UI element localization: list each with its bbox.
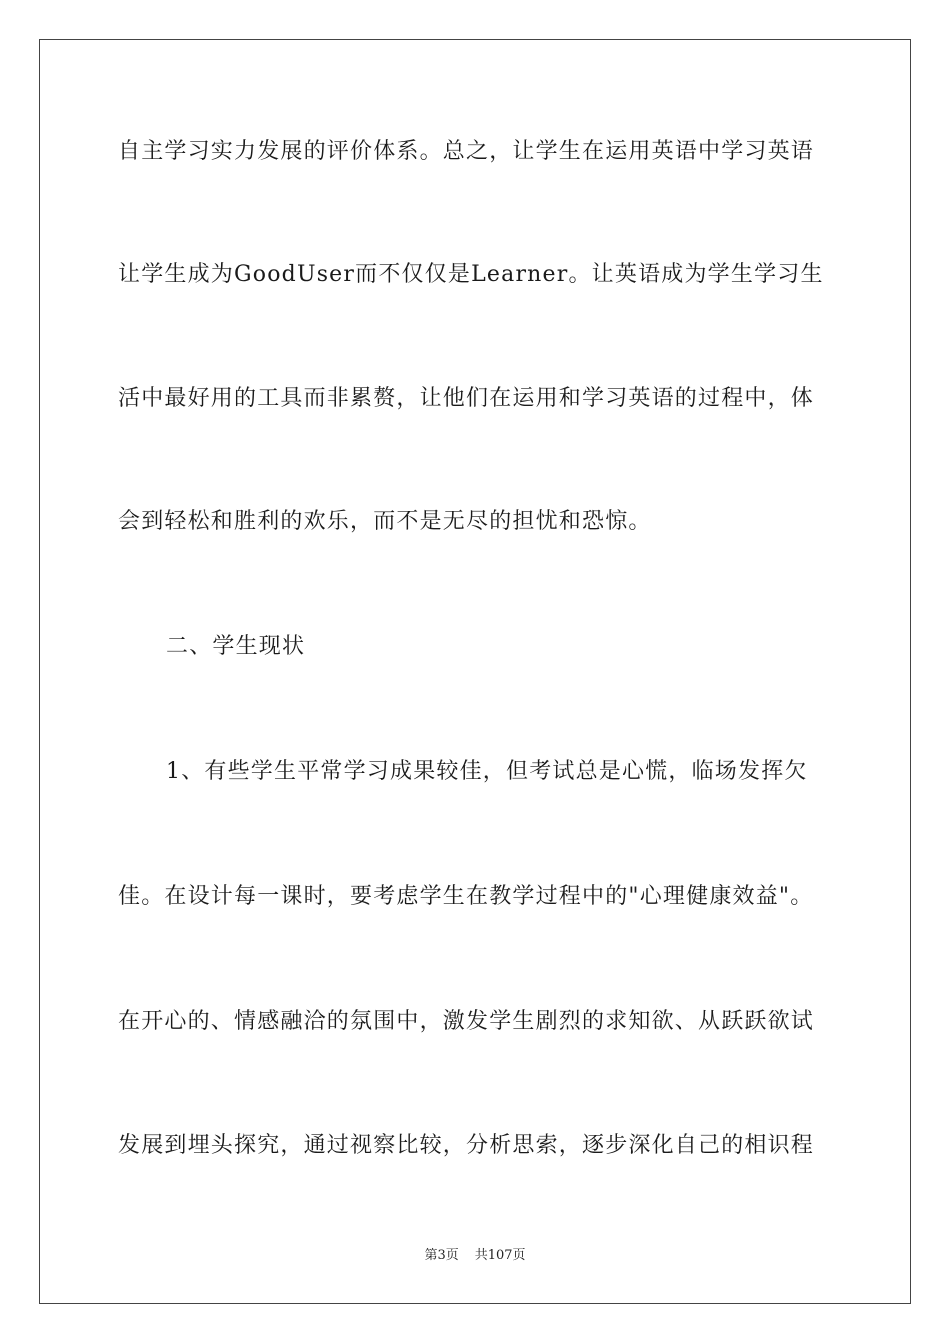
body-text-line: 会到轻松和胜利的欢乐，而不是无尽的担忧和恐惊。 (118, 509, 652, 534)
page-total: 共107页 (474, 1248, 526, 1263)
body-text-line: 1、有些学生平常学习成果较佳，但考试总是心慌，临场发挥欠 (166, 759, 808, 784)
page-border (39, 39, 911, 1304)
body-text-line: 在开心的、情感融洽的氛围中，激发学生剧烈的求知欲、从跃跃欲试 (118, 1009, 815, 1034)
body-text-line: 佳。在设计每一课时，要考虑学生在教学过程中的"心理健康效益"。 (118, 884, 814, 909)
page-number: 第3页 (424, 1248, 459, 1263)
body-text-line: 让学生成为GoodUser而不仅仅是Learner。让英语成为学生学习生 (118, 262, 824, 287)
body-text-line: 活中最好用的工具而非累赘，让他们在运用和学习英语的过程中，体 (118, 386, 815, 411)
page-footer (0, 1247, 950, 1265)
section-heading: 二、学生现状 (166, 634, 306, 659)
body-text-line: 发展到埋头探究，通过视察比较，分析思索，逐步深化自己的相识程 (118, 1133, 815, 1158)
body-text-line: 自主学习实力发展的评价体系。总之，让学生在运用英语中学习英语 (118, 139, 815, 164)
